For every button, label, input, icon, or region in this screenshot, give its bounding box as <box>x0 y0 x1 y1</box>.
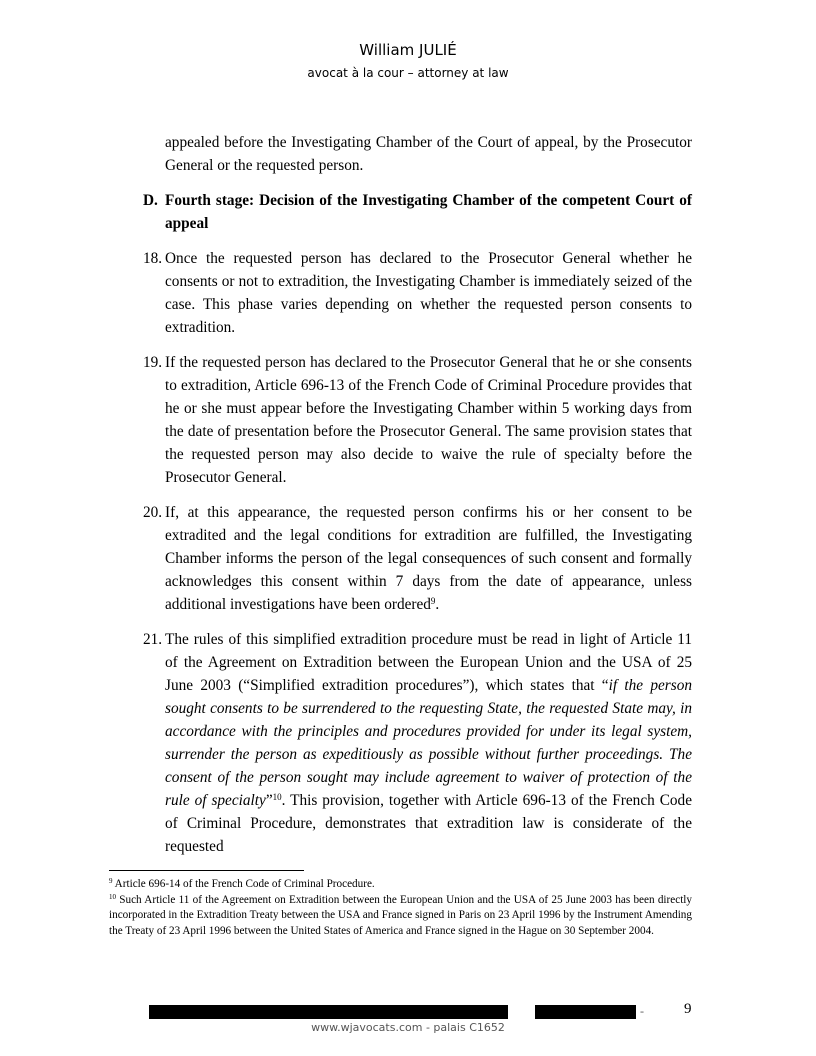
paragraph-text: Once the requested person has declared to the Prosecutor General whether he consents or not to extradition, the Investigating Chamber is immediately seized of the case. This phase varies depending on whether the requested person consents to extradition. <box>165 250 692 336</box>
paragraph-20 <box>143 501 692 616</box>
footnote-number: 9 <box>109 877 113 885</box>
paragraph-text: If the requested person has declared to the Prosecutor General that he or she consents to extradition, Article 696-13 of the French Code of Criminal Procedure provides that he or she must appear before the Investigating Chamber within 5 working days from the date of presentation before the Prosecutor General. The same provision states that the requested person may also decide to waive the rule of specialty before the Prosecutor General. <box>165 354 692 486</box>
paragraph-continued: appealed before the Investigating Chamber of the Court of appeal, by the Prosecutor General or the requested person. <box>165 134 692 174</box>
section-label: D. <box>143 192 158 209</box>
footnote-number: 10 <box>109 892 116 901</box>
footnote-10 <box>109 893 692 940</box>
redaction-bar <box>149 1005 508 1019</box>
paragraph-end: . <box>435 596 440 613</box>
paragraph-number: 21. <box>143 631 163 648</box>
redaction-bar <box>535 1005 636 1019</box>
paragraph-text: If, at this appearance, the requested person confirms his or her consent to be extradited and the legal conditions for extradition are fulfilled, the Investigating Chamber informs the person of the legal consequences of such consent and formally acknowledges this consent within 7 days from the date of appearance, unless additional investigations have been ordered <box>165 504 692 613</box>
footnote-text: Such Article 11 of the Agreement on Extradition between the European Union and the USA of 25 June 2003 has been directly incorporated in the Extradition Treaty between the USA and France signed in Paris on 23 April 1996 by the Instrument Amending the Treaty of 23 April 1996 between the United States of America and France signed in the Hague on 30 September 2004. <box>109 893 692 937</box>
page-body <box>109 131 692 939</box>
paragraph-text-cont: . This provision, together with Article 696-13 of the French Code of Criminal Procedure, demonstrates that extradition law is considerate of the requested <box>165 792 692 855</box>
paragraph-number: 19. <box>143 354 163 371</box>
author-name: William JULIÉ <box>359 41 457 59</box>
section-heading-text: Fourth stage: Decision of the Investigating Chamber of the competent Court of appeal <box>165 192 692 232</box>
footnote-ref[interactable]: 10 <box>272 792 282 802</box>
paragraph-18 <box>143 247 692 339</box>
footer-url: www.wjavocats.com - palais C1652 <box>311 1021 505 1034</box>
footnote-text: Article 696-14 of the French Code of Criminal Procedure. <box>112 878 375 890</box>
author-subtitle: avocat à la cour – attorney at law <box>307 66 509 80</box>
paragraph-number: 18. <box>143 250 163 267</box>
footnote-9 <box>109 877 692 893</box>
paragraph-number: 20. <box>143 504 163 521</box>
page-number: 9 <box>684 1001 692 1017</box>
section-heading <box>143 189 692 235</box>
footer-dash: - <box>640 1004 644 1018</box>
paragraph-19 <box>143 351 692 489</box>
paragraph-text: The rules of this simplified extradition procedure must be read in light of Article 11 of the Agreement on Extradition between the European Union and the USA of 25 June 2003 (“Simplified extradition procedures”), which states that “ <box>165 631 692 694</box>
quote-close: ” <box>265 792 273 809</box>
footnote-separator <box>109 870 304 871</box>
paragraph-21 <box>143 628 692 858</box>
footnote-ref[interactable]: 9 <box>430 596 436 606</box>
quotation: if the person sought consents to be surrendered to the requesting State, the requested State may, in accordance with the principles and procedures provided for under its legal system, surrender the person as expeditiously as possible without further proceedings. The consent of the person sought may include agreement to waiver of protection of the rule of specialty <box>165 677 692 809</box>
